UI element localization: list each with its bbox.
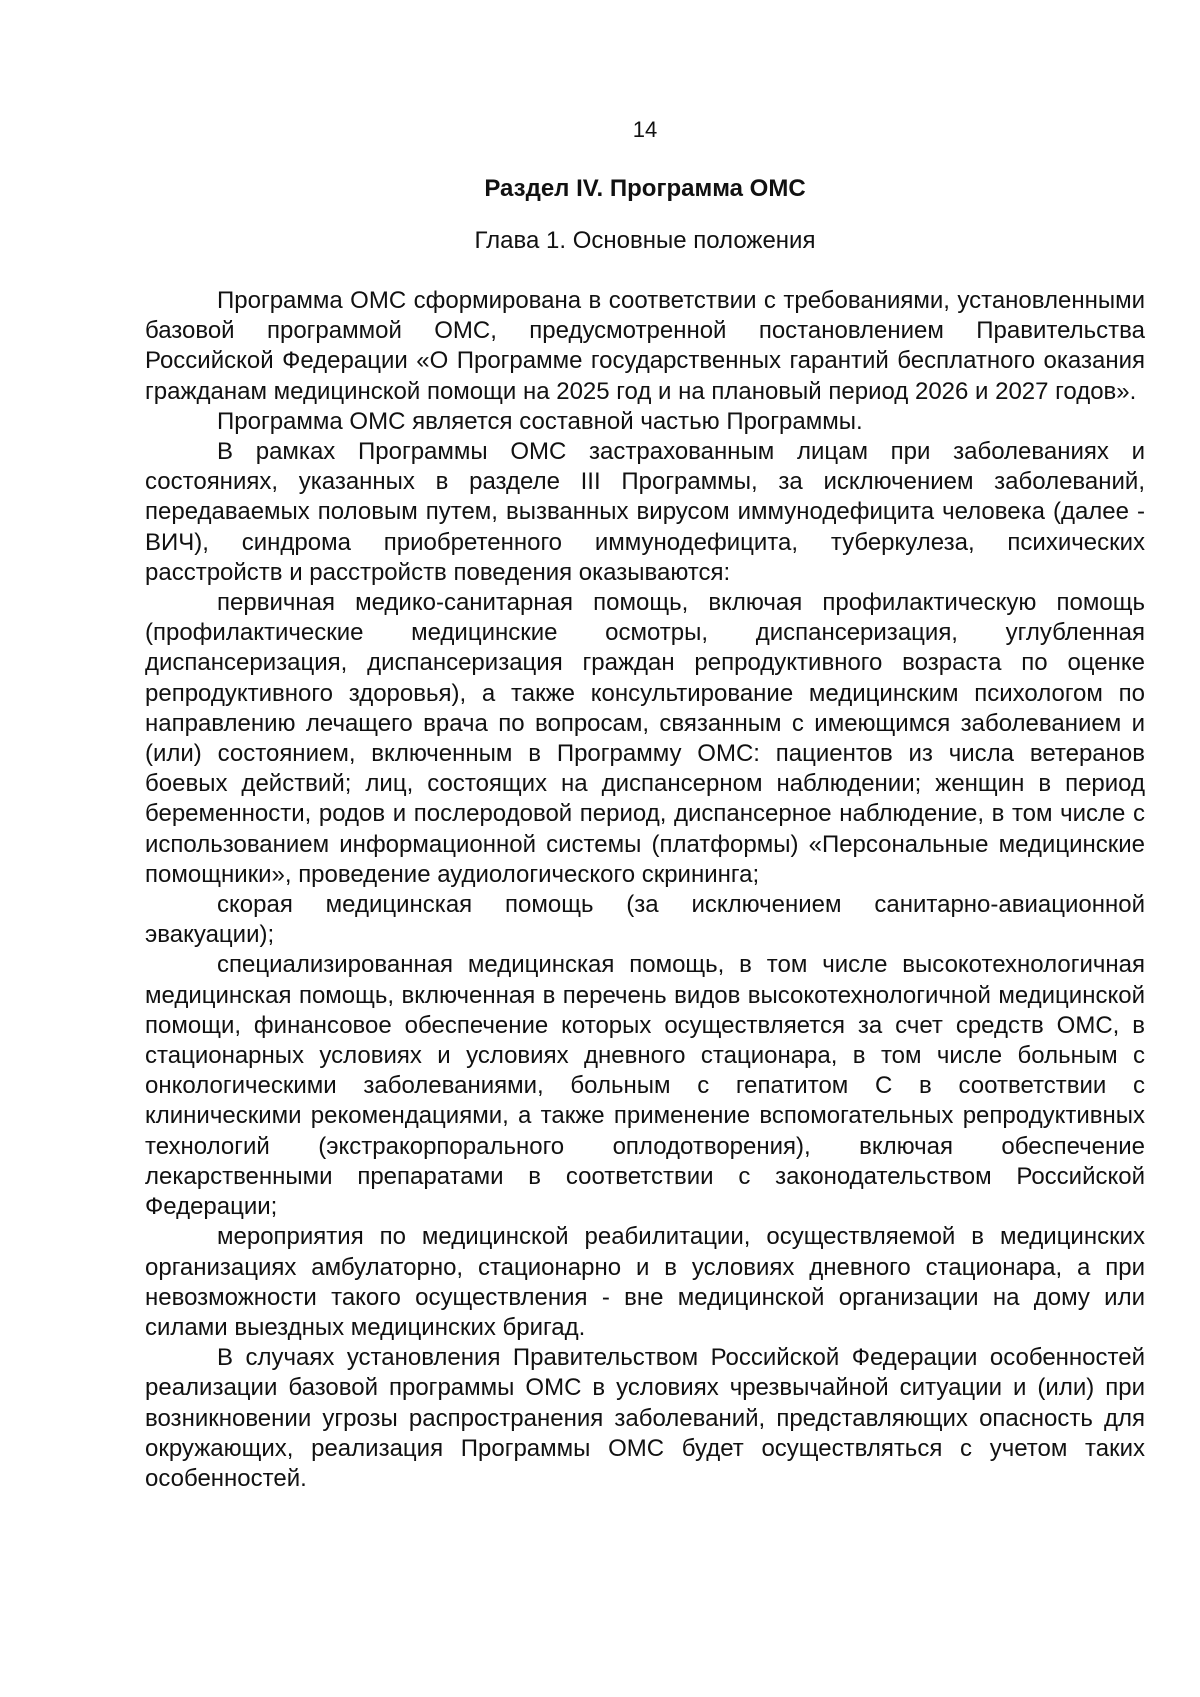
section-title: Раздел IV. Программа ОМС bbox=[484, 175, 806, 202]
page-number: 14 bbox=[632, 117, 658, 142]
paragraph-rehabilitation: мероприятия по медицинской реабилитации, осуществляемой в медицинских организациях амбулаторно, стационарно и в условиях дневного стационара, а при невозможности такого осуществления - вне медицинской организации на дому или силами выездных медицинских бригад. bbox=[145, 1223, 1145, 1341]
paragraph-program-basis: Программа ОМС сформирована в соответствии с требованиями, установленными базовой программой ОМС, предусмотренной постановлением Правительства Российской Федерации «О Программе государственных гарантий бесплатного оказания гражданам медицинской помощи на 2025 год и на плановый период 2026 и 2027 годов». bbox=[145, 287, 1145, 405]
paragraph-insured-care: В рамках Программы ОМС застрахованным лицам при заболеваниях и состояниях, указанных в разделе III Программы, за исключением заболеваний, передаваемых половым путем, вызванных вирусом иммунодефицита человека (далее - ВИЧ), синдрома приобретенного иммунодефицита, туберкулеза, психических расстройств и расстройств поведения оказываются: bbox=[145, 438, 1145, 586]
paragraph-specialized-care: специализированная медицинская помощь, в том числе высокотехнологичная медицинская помощь, включенная в перечень видов высокотехнологичной медицинской помощи, финансовое обеспечение которых осуществляется за счет средств ОМС, в стационарных условиях и условиях дневного стационара, в том числе больным с онкологическими заболеваниями, больным с гепатитом С в соответствии с клиническими рекомендациями, а также применение вспомогательных репродуктивных технологий (экстракорпорального оплодотворения), включая обеспечение лекарственными препаратами в соответствии с законодательством Российской Федерации; bbox=[145, 951, 1145, 1221]
paragraph-emergency-situations: В случаях установления Правительством Российской Федерации особенностей реализации базовой программы ОМС в условиях чрезвычайной ситуации и (или) при возникновении угрозы распространения заболеваний, представляющих опасность для окружающих, реализация Программы ОМС будет осуществляться с учетом таких особенностей. bbox=[145, 1344, 1145, 1492]
paragraph-emergency-care: скорая медицинская помощь (за исключением санитарно-авиационной эвакуации); bbox=[145, 891, 1145, 949]
document-body bbox=[145, 286, 1145, 1494]
chapter-title: Глава 1. Основные положения bbox=[474, 227, 816, 254]
paragraph-primary-care: первичная медико-санитарная помощь, включая профилактическую помощь (профилактические медицинские осмотры, диспансеризация, углубленная диспансеризация, диспансеризация граждан репродуктивного возраста по оценке репродуктивного здоровья), а также консультирование медицинским психологом по направлению лечащего врача по вопросам, связанным с имеющимся заболеванием и (или) состоянием, включенным в Программу ОМС: пациентов из числа ветеранов боевых действий; лиц, состоящих на диспансерном наблюдении; женщин в период беременности, родов и послеродовой период, диспансерное наблюдение, в том числе с использованием информационной системы (платформы) «Персональные медицинские помощники», проведение аудиологического скрининга; bbox=[145, 589, 1145, 888]
paragraph-program-part: Программа ОМС является составной частью Программы. bbox=[217, 407, 863, 435]
